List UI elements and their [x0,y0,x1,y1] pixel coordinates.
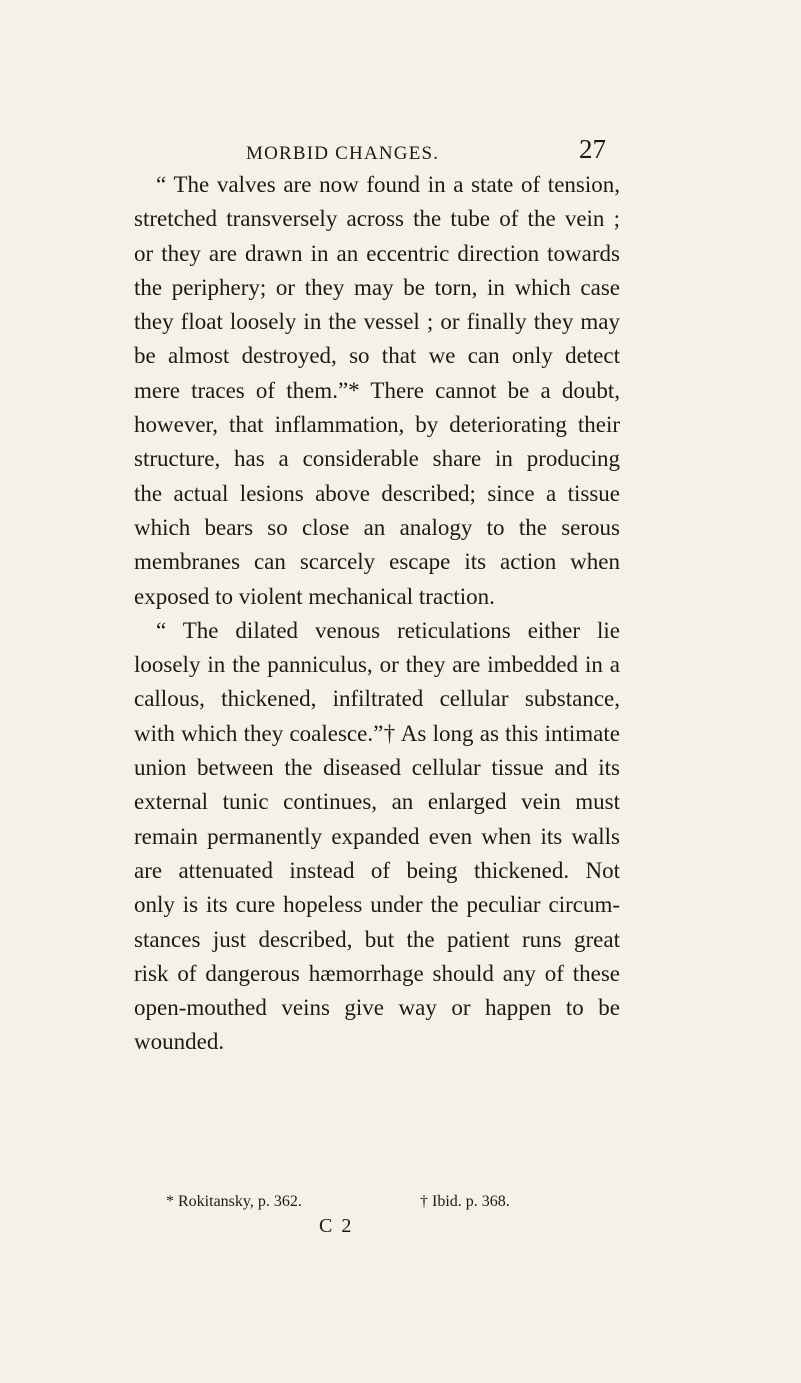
text-line: “ The dilated venous reticulations either lie [156,617,620,643]
running-head: MORBID CHANGES. [246,143,440,164]
text-line: the actual lesions above described; since a tissue [134,480,620,506]
text-line: loosely in the panniculus, or they are imbedded in a [134,652,620,678]
text-line: the periphery; or they may be torn, in which case [134,274,620,300]
text-line: remain permanently expanded even when its walls [134,823,620,849]
text-line: wounded. [134,1029,225,1055]
body-text [134,168,620,1060]
footnote-ibid: † Ibid. p. 368. [420,1193,510,1210]
text-line: mere traces of them.”* There cannot be a doubt, [134,377,620,403]
text-line: however, that inflammation, by deteriorating their [134,412,620,438]
text-line: external tunic continues, an enlarged vein must [134,789,620,815]
text-line: which bears so close an analogy to the serous [134,514,620,540]
text-line: are attenuated instead of being thickened. Not [134,857,620,883]
text-line: exposed to violent mechanical traction. [134,583,495,609]
text-line: or they are drawn in an eccentric direction towards [134,240,620,266]
text-line: callous, thickened, infiltrated cellular substance, [134,686,620,712]
text-line: stances just described, but the patient runs great [134,926,620,952]
text-line: union between the diseased cellular tissue and its [134,755,620,781]
page-number: 27 [579,134,606,164]
text-line: be almost destroyed, so that we can only detect [134,343,620,369]
text-line: risk of dangerous hæmorrhage should any of these [134,960,620,986]
footnote-rokitansky: * Rokitansky, p. 362. [166,1193,302,1210]
text-line: open-mouthed veins give way or happen to be [134,995,620,1021]
text-line: structure, has a considerable share in producing [134,446,620,472]
text-line: membranes can scarcely escape its action when [134,549,620,575]
text-line: “ The valves are now found in a state of tension, [156,172,620,197]
text-line: they float loosely in the vessel ; or finally they may [134,309,620,335]
footnotes [166,1193,586,1213]
text-line: with which they coalesce.”† As long as this intimate [134,720,620,746]
text-line: stretched transversely across the tube of the vein ; [134,206,620,232]
text-line: only is its cure hopeless under the peculiar circum- [134,892,620,918]
signature-mark: C 2 [319,1215,354,1237]
